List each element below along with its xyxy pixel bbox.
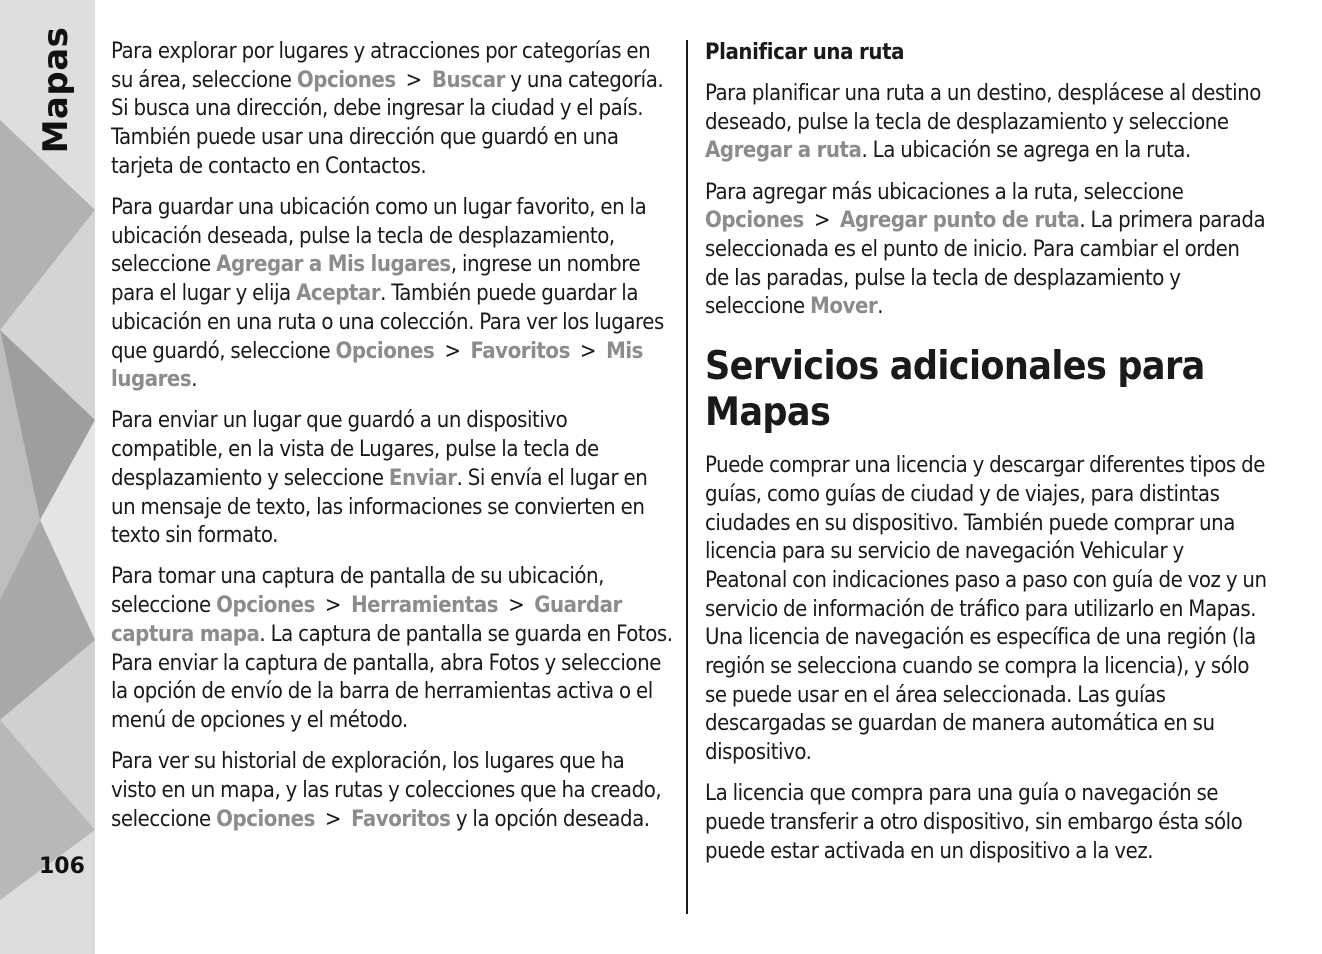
menu-path-item: Opciones: [216, 593, 315, 619]
menu-separator: >: [579, 338, 597, 364]
menu-separator: >: [324, 806, 342, 832]
menu-path-item: Buscar: [431, 67, 505, 93]
menu-path-item: Opciones: [335, 338, 435, 364]
paragraph-license: Puede comprar una licencia y descargar diferentes tipos de guías, como guías de ciudad y de viajes, para distintas ciudades en su dispositivo. También puede comprar una licencia para su servicio de navegación Vehicular y Peatonal con indicaciones paso a paso con guía de voz y un servicio de información de tráfico para utilizarlo en Mapas. Una licencia de navegación es específica de una región (la región se selecciona cuando se compra la licencia), y sólo se puede usar en el área seleccionada. Las guías descargadas se guardan de manera automática en su dispositivo.: [705, 453, 1267, 766]
menu-path-item: Guardar captura mapa: [111, 593, 622, 647]
menu-path-item: Opciones: [296, 67, 396, 93]
menu-separator: >: [813, 208, 830, 234]
menu-path-item: Opciones: [705, 208, 804, 234]
side-band: [0, 0, 95, 954]
heading-additional-services: Servicios adicionales para Mapas: [705, 344, 1205, 436]
menu-path-item: Herramientas: [351, 593, 499, 619]
menu-path-item: Aceptar: [296, 281, 381, 307]
paragraph-send-place: Para enviar un lugar que guardó a un dispositivo compatible, en la vista de Lugares, pulse la tecla de desplazamiento y seleccione Enviar. Si envía el lugar en un mensaje de texto, las informaciones se convierten en texto sin formato.: [111, 408, 648, 549]
page-number: 106: [39, 854, 85, 879]
paragraph-plan-route: Para planificar una ruta a un destino, desplácese al destino deseado, pulse la tecla de desplazamiento y seleccione Agregar a ruta. La ubicación se agrega en la ruta.: [705, 81, 1261, 164]
menu-path-item: Opciones: [216, 806, 315, 832]
menu-separator: >: [444, 338, 461, 364]
right-column: [705, 38, 1267, 879]
paragraph-save-favorite: Para guardar una ubicación como un lugar favorito, en la ubicación deseada, pulse la tecla de desplazamiento, seleccione Agregar a Mis lugares, ingrese un nombre para el lugar y elija Aceptar. También puede guardar la ubicación en una ruta o una colección. Para ver los lugares que guardó, seleccione Opciones > Favoritos > Mis lugares.: [111, 195, 664, 393]
menu-path-item: Agregar a ruta: [705, 138, 862, 164]
menu-path-item: Favoritos: [351, 806, 451, 832]
menu-separator: >: [405, 67, 422, 93]
menu-path-item: Mover: [810, 294, 878, 320]
column-divider: [686, 40, 688, 914]
paragraph-history: Para ver su historial de exploración, los lugares que ha visto en un mapa, y las rutas y colecciones que ha creado, seleccione Opciones > Favoritos y la opción deseada.: [111, 749, 662, 832]
paragraph-add-waypoints: Para agregar más ubicaciones a la ruta, seleccione Opciones > Agregar punto de ruta. La primera parada seleccionada es el punto de inicio. Para cambiar el orden de las paradas, pulse la tecla de desplazamiento y seleccione Mover.: [705, 179, 1266, 320]
paragraph-screenshot: Para tomar una captura de pantalla de su ubicación, seleccione Opciones > Herramientas > Guardar captura mapa. La captura de pantalla se guarda en Fotos. Para enviar la captura de pantalla, abra Fotos y seleccione la opción de envío de la barra de herramientas activa o el menú de opciones y el método.: [111, 564, 673, 733]
menu-path-item: Agregar punto de ruta: [839, 208, 1080, 234]
paragraph-license-transfer: La licencia que compra para una guía o navegación se puede transferir a otro dispositivo, sin embargo ésta sólo puede estar activada en un dispositivo a la vez.: [705, 781, 1243, 864]
menu-path-item: Enviar: [388, 465, 457, 491]
heading-plan-route: Planificar una ruta: [705, 40, 905, 65]
paragraph-explore: Para explorar por lugares y atracciones por categorías en su área, seleccione Opciones > Buscar y una categoría. Si busca una dirección, debe ingresar la ciudad y el país. También puede usar una dirección que guardó en una tarjeta de contacto en Contactos.: [111, 39, 664, 179]
menu-path-item: Favoritos: [470, 338, 570, 364]
menu-path-item: Mis lugares: [111, 338, 643, 393]
left-column: [111, 38, 673, 847]
menu-separator: >: [324, 593, 342, 619]
section-title: Mapas: [36, 26, 76, 154]
menu-path-item: Agregar a Mis lugares: [216, 252, 451, 278]
menu-separator: >: [508, 593, 525, 619]
